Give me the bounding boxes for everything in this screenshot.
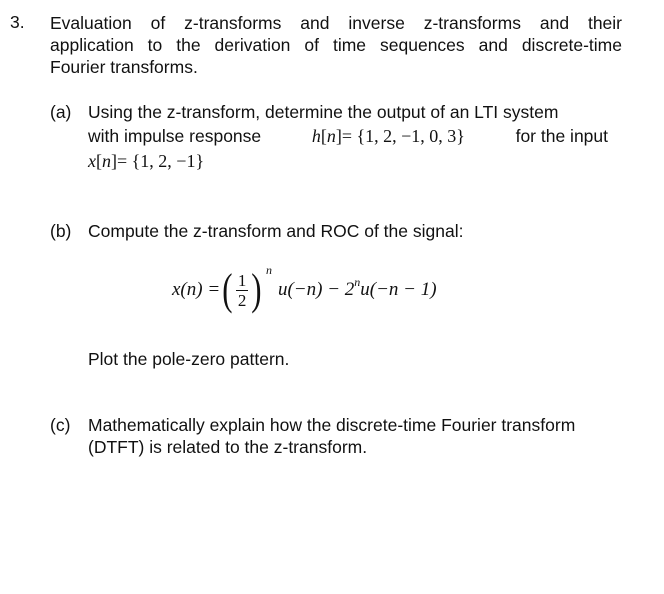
- intro-line-2: application to the derivation of time sequences and discrete-time: [50, 35, 622, 55]
- formula-fraction: [236, 271, 249, 310]
- impulse-response-var: h: [311, 126, 321, 146]
- part-b-plot-text: Plot the pole-zero pattern.: [88, 349, 290, 369]
- impulse-response-expression: h[n]= {1, 2, −1, 0, 3}: [311, 126, 465, 146]
- part-b-label: (b): [50, 221, 72, 241]
- impulse-response-index: n: [326, 126, 336, 146]
- formula-right-paren: ): [251, 265, 262, 314]
- question-number: 3.: [10, 12, 25, 32]
- formula-term-1: u(−n) − 2: [277, 279, 355, 300]
- intro-line-1: Evaluation of z-transforms and inverse z-transforms and their: [50, 13, 622, 33]
- formula-left-paren: (: [222, 265, 233, 314]
- input-var: x: [88, 151, 96, 171]
- part-a-line-2: [88, 125, 608, 147]
- part-c-line-2: (DTFT) is related to the z-transform.: [88, 437, 368, 457]
- question-intro: [50, 12, 622, 78]
- intro-line-3: Fourier transforms.: [50, 57, 198, 77]
- input-expression: x[n]= {1, 2, −1}: [88, 151, 205, 171]
- part-a-label: (a): [50, 102, 72, 122]
- part-a-line-2-suffix: for the input: [515, 126, 608, 146]
- signal-formula: [172, 262, 437, 318]
- formula-lhs: x(n) =: [172, 279, 221, 300]
- part-c-label: (c): [50, 415, 71, 435]
- part-a-line-2-prefix: with impulse response: [88, 126, 262, 146]
- formula-exponent: n: [265, 262, 272, 277]
- formula-frac-numerator: 1: [237, 270, 247, 290]
- input-values: = {1, 2, −1}: [117, 151, 205, 171]
- part-a-line-1: Using the z-transform, determine the output of an LTI system: [88, 102, 559, 122]
- part-b-text: Compute the z-transform and ROC of the signal:: [88, 221, 464, 241]
- formula-term-2: u(−n − 1): [360, 279, 437, 300]
- formula-exponent-2: n: [354, 274, 361, 289]
- formula-frac-denominator: 2: [237, 290, 247, 310]
- input-index: n: [102, 151, 111, 171]
- part-c-line-1: Mathematically explain how the discrete-time Fourier transform: [88, 415, 576, 435]
- impulse-response-values: = {1, 2, −1, 0, 3}: [341, 126, 465, 146]
